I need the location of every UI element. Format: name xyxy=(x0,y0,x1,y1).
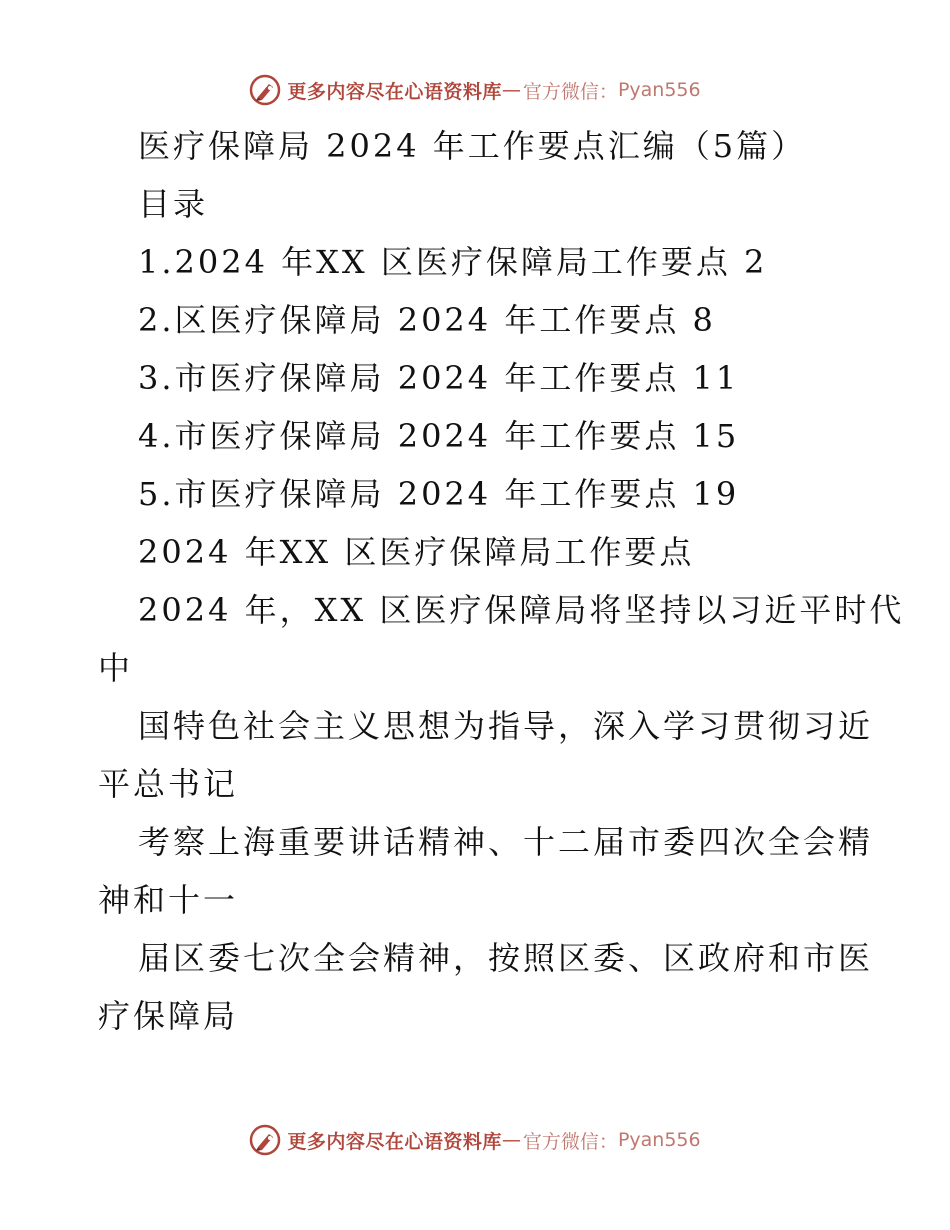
paragraph-line: 考察上海重要讲话精神、十二届市委四次全会精 xyxy=(138,823,874,861)
paragraph-line: 届区委七次全会精神，按照区委、区政府和市医 xyxy=(138,939,874,977)
toc-item: 1.2024 年XX 区医疗保障局工作要点 2 xyxy=(138,243,768,281)
section-title: 2024 年XX 区医疗保障局工作要点 xyxy=(138,533,695,571)
paragraph-line: 疗保障局 xyxy=(98,997,239,1035)
paragraph-line: 神和十一 xyxy=(98,881,239,919)
header-banner xyxy=(0,68,950,112)
toc-item: 2.区医疗保障局 2024 年工作要点 8 xyxy=(138,301,716,339)
banner-separator: — xyxy=(501,1129,521,1151)
toc-heading: 目录 xyxy=(138,185,209,223)
banner-text: 更多内容尽在心语资料库 xyxy=(287,80,502,103)
banner-wechat-id: Pyan556 xyxy=(617,1129,701,1151)
paragraph-line: 平总书记 xyxy=(98,765,239,803)
pen-logo-icon xyxy=(249,74,281,106)
paragraph-line: 国特色社会主义思想为指导，深入学习贯彻习近 xyxy=(138,707,874,745)
footer-banner xyxy=(0,1118,950,1162)
toc-item: 5.市医疗保障局 2024 年工作要点 19 xyxy=(138,475,740,513)
toc-item: 3.市医疗保障局 2024 年工作要点 11 xyxy=(138,359,740,397)
banner-wechat-id: Pyan556 xyxy=(617,79,701,101)
toc-item: 4.市医疗保障局 2024 年工作要点 15 xyxy=(138,417,740,455)
pen-logo-icon xyxy=(249,1124,281,1156)
document-title: 医疗保障局 2024 年工作要点汇编（5篇） xyxy=(138,127,807,165)
banner-wechat-label: 官方微信： xyxy=(522,1130,618,1153)
banner-separator: — xyxy=(501,79,521,101)
paragraph-line: 2024 年，XX 区医疗保障局将坚持以习近平时代 xyxy=(138,591,905,629)
banner-wechat-label: 官方微信： xyxy=(522,80,618,103)
banner-text: 更多内容尽在心语资料库 xyxy=(287,1130,502,1153)
paragraph-line: 中 xyxy=(98,649,134,687)
